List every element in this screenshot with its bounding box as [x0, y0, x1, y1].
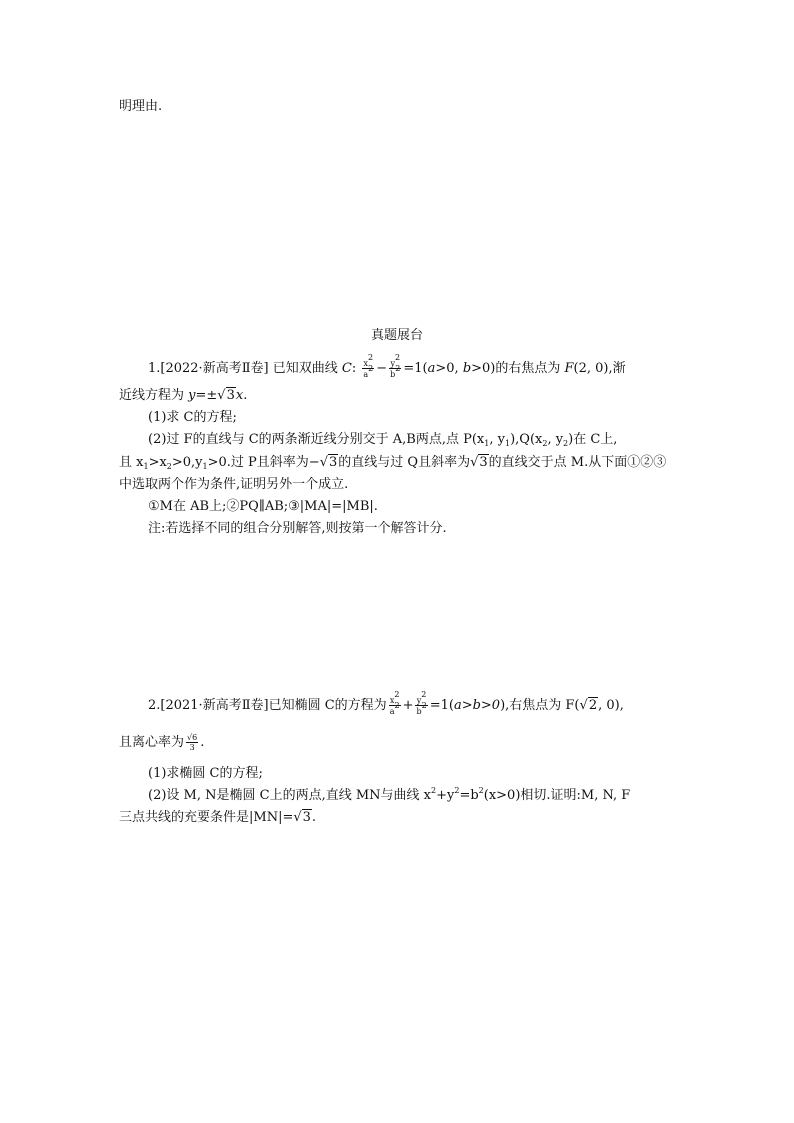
problem1-line1: 1.[2022·新高考Ⅱ卷] 已知双曲线 C: $\frac{x^2}{a^2}$ − $\frac{y^2}{b^2}$ =1(a>0, b>0)的右焦点为 F(2, 0),渐: [148, 353, 626, 379]
problem1-note: 注:若选择不同的组合分别解答,则按第一个解答计分.: [148, 521, 447, 536]
problem1-q2-line3: 中选取两个作为条件,证明另外一个成立.: [119, 477, 349, 492]
problem1-q1: (1)求 C的方程;: [148, 410, 237, 425]
fraction-x2-a2: $\frac{x^2}{a^2}$: [363, 353, 374, 379]
sqrt-symbol: √2: [579, 698, 598, 713]
sqrt-symbol: √3: [319, 455, 338, 470]
problem2-line2: 且离心率为 $\frac{√6}{3}$ .: [119, 733, 205, 752]
sqrt-symbol: √3: [470, 455, 488, 470]
problem2-line1: 2.[2021·新高考Ⅱ卷]已知椭圆 C的方程为 $\frac{x^2}{a^2}$ + $\frac{y^2}{b^2}$ =1(a>b>0),右焦点为 F(√2, 0),: [148, 690, 624, 716]
fraction-y2-b2: $\frac{y^2}{b^2}$: [416, 690, 427, 716]
problem1-conditions: ①M在 AB上;②PQ∥AB;③|MA|=|MB|.: [148, 499, 378, 514]
fraction-eccentricity: $\frac{√6}{3}$: [187, 733, 198, 752]
section-title: 真题展台: [370, 328, 423, 343]
problem1-q2-line2: 且 $x_1>x_2>0,y_1>0$.过 P且斜率为−√3的直线与过 Q且斜率为√3的直线交于点 M.从下面①②③: [119, 455, 667, 471]
continuation-text: 明理由.: [119, 99, 163, 114]
sqrt-symbol: √3: [217, 388, 235, 403]
sqrt-symbol: √3: [293, 810, 311, 825]
problem2-q1: (1)求椭圆 C的方程;: [148, 766, 263, 781]
problem2-q2-line2: 三点共线的充要条件是|MN|=√3.: [119, 808, 316, 828]
fraction-x2-a2: $\frac{x^2}{a^2}$: [389, 690, 400, 716]
problem2-q2-line1: (2)设 M, N是椭圆 C上的两点,直线 MN与曲线 $x^2+y^2=b^2(x>0)$相切.证明:M, N, F: [148, 786, 631, 803]
problem1-q2-line1: (2)过 F的直线与 C的两条渐近线分别交于 A,B两点,点 $P(x_1$, $y_1),Q(x_2$, $y_2$)在 C上,: [148, 432, 618, 448]
fraction-y2-b2: $\frac{y^2}{b^2}$: [390, 353, 401, 379]
problem1-line2: 近线方程为 y=±√3x.: [119, 386, 247, 406]
